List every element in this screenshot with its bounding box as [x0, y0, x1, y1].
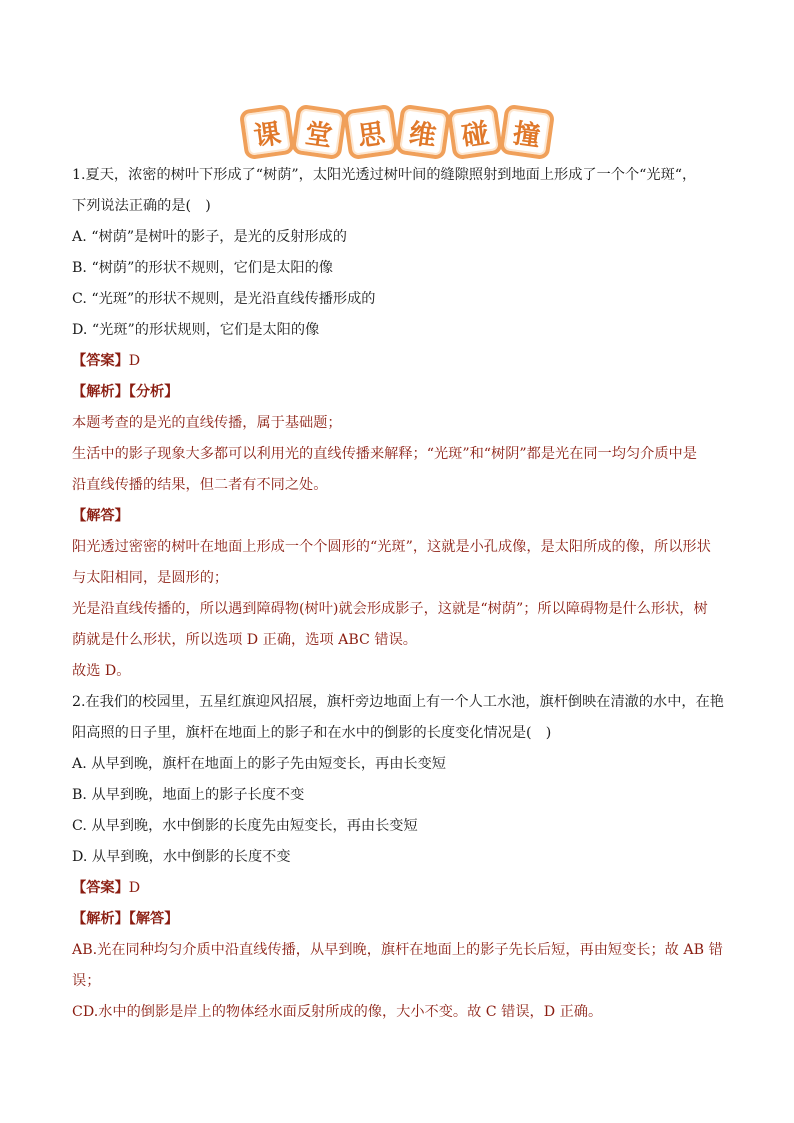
answer-value: D	[128, 353, 141, 369]
answer-tag: 【答案】	[72, 880, 129, 896]
question-1-analysis-line: 本题考查的是光的直线传播，属于基础题；	[72, 415, 342, 431]
banner-char: 碰	[447, 104, 503, 160]
question-content	[72, 160, 722, 1028]
question-1-option-a: A. “树荫”是树叶的影子，是光的反射形成的	[72, 229, 347, 245]
question-1-stem-line: 1.夏天，浓密的树叶下形成了“树荫”，太阳光透过树叶间的缝隙照射到地面上形成了一个个“光斑“，	[72, 167, 697, 183]
banner-char: 撞	[499, 104, 555, 160]
question-1-stem-line: 下列说法正确的是( )	[72, 198, 211, 214]
question-2-solution-line: CD.水中的倒影是岸上的物体经水面反射所成的像，大小不变。故 C 错误，D 正确。	[72, 1004, 603, 1020]
question-2-answer	[72, 873, 722, 904]
question-1-solution-line: 光是沿直线传播的，所以遇到障碍物(树叶)就会形成影子，这就是“树荫”；所以障碍物是什么形状，树	[72, 601, 708, 617]
question-2-analysis-tag: 【解析】【解答】	[72, 911, 179, 927]
banner-char: 堂	[291, 104, 347, 160]
question-1-option-d: D. “光斑”的形状规则，它们是太阳的像	[72, 322, 320, 338]
question-2-stem-line: 阳高照的日子里，旗杆在地面上的影子和在水中的倒影的长度变化情况是( )	[72, 725, 552, 741]
question-1-solution-line: 荫就是什么形状，所以选项 D 正确，选项 ABC 错误。	[72, 632, 417, 648]
question-1-solution-line: 阳光透过密密的树叶在地面上形成一个个圆形的“光斑”，这就是小孔成像，是太阳所成的像，所以形状	[72, 539, 711, 555]
question-1-solution-line: 故选 D。	[72, 663, 131, 679]
answer-value: D	[128, 880, 141, 896]
banner-char: 思	[343, 104, 399, 160]
question-1-option-b: B. “树荫”的形状不规则，它们是太阳的像	[72, 260, 333, 276]
banner-char: 维	[395, 104, 451, 160]
question-2-option-c: C. 从早到晚，水中倒影的长度先由短变长，再由长变短	[72, 818, 418, 834]
banner-char: 课	[239, 104, 295, 160]
question-2-option-b: B. 从早到晚，地面上的影子长度不变	[72, 787, 305, 803]
question-1-analysis-tag: 【解析】【分析】	[72, 384, 179, 400]
question-1-option-c: C. “光斑”的形状不规则，是光沿直线传播形成的	[72, 291, 376, 307]
question-2-option-a: A. 从早到晚，旗杆在地面上的影子先由短变长，再由长变短	[72, 756, 446, 772]
section-banner	[0, 103, 794, 155]
question-1-solution-tag: 【解答】	[72, 508, 129, 524]
question-2-solution-line: AB.光在同种均匀介质中沿直线传播，从早到晚，旗杆在地面上的影子先长后短，再由短变长；故 AB 错	[72, 942, 723, 958]
question-1-solution-line: 与太阳相同，是圆形的；	[72, 570, 229, 586]
question-1-analysis-line: 生活中的影子现象大多都可以利用光的直线传播来解释；“光斑”和“树阴”都是光在同一均匀介质中是	[72, 446, 697, 462]
question-2-stem-line: 2.在我们的校园里，五星红旗迎风招展，旗杆旁边地面上有一个人工水池，旗杆倒映在清澈的水中，在艳	[72, 694, 724, 710]
question-2-option-d: D. 从早到晚，水中倒影的长度不变	[72, 849, 291, 865]
question-1-analysis-line: 沿直线传播的结果，但二者有不同之处。	[72, 477, 328, 493]
answer-tag: 【答案】	[72, 353, 129, 369]
question-1-answer	[72, 346, 722, 377]
question-2-solution-line: 误；	[72, 973, 101, 989]
